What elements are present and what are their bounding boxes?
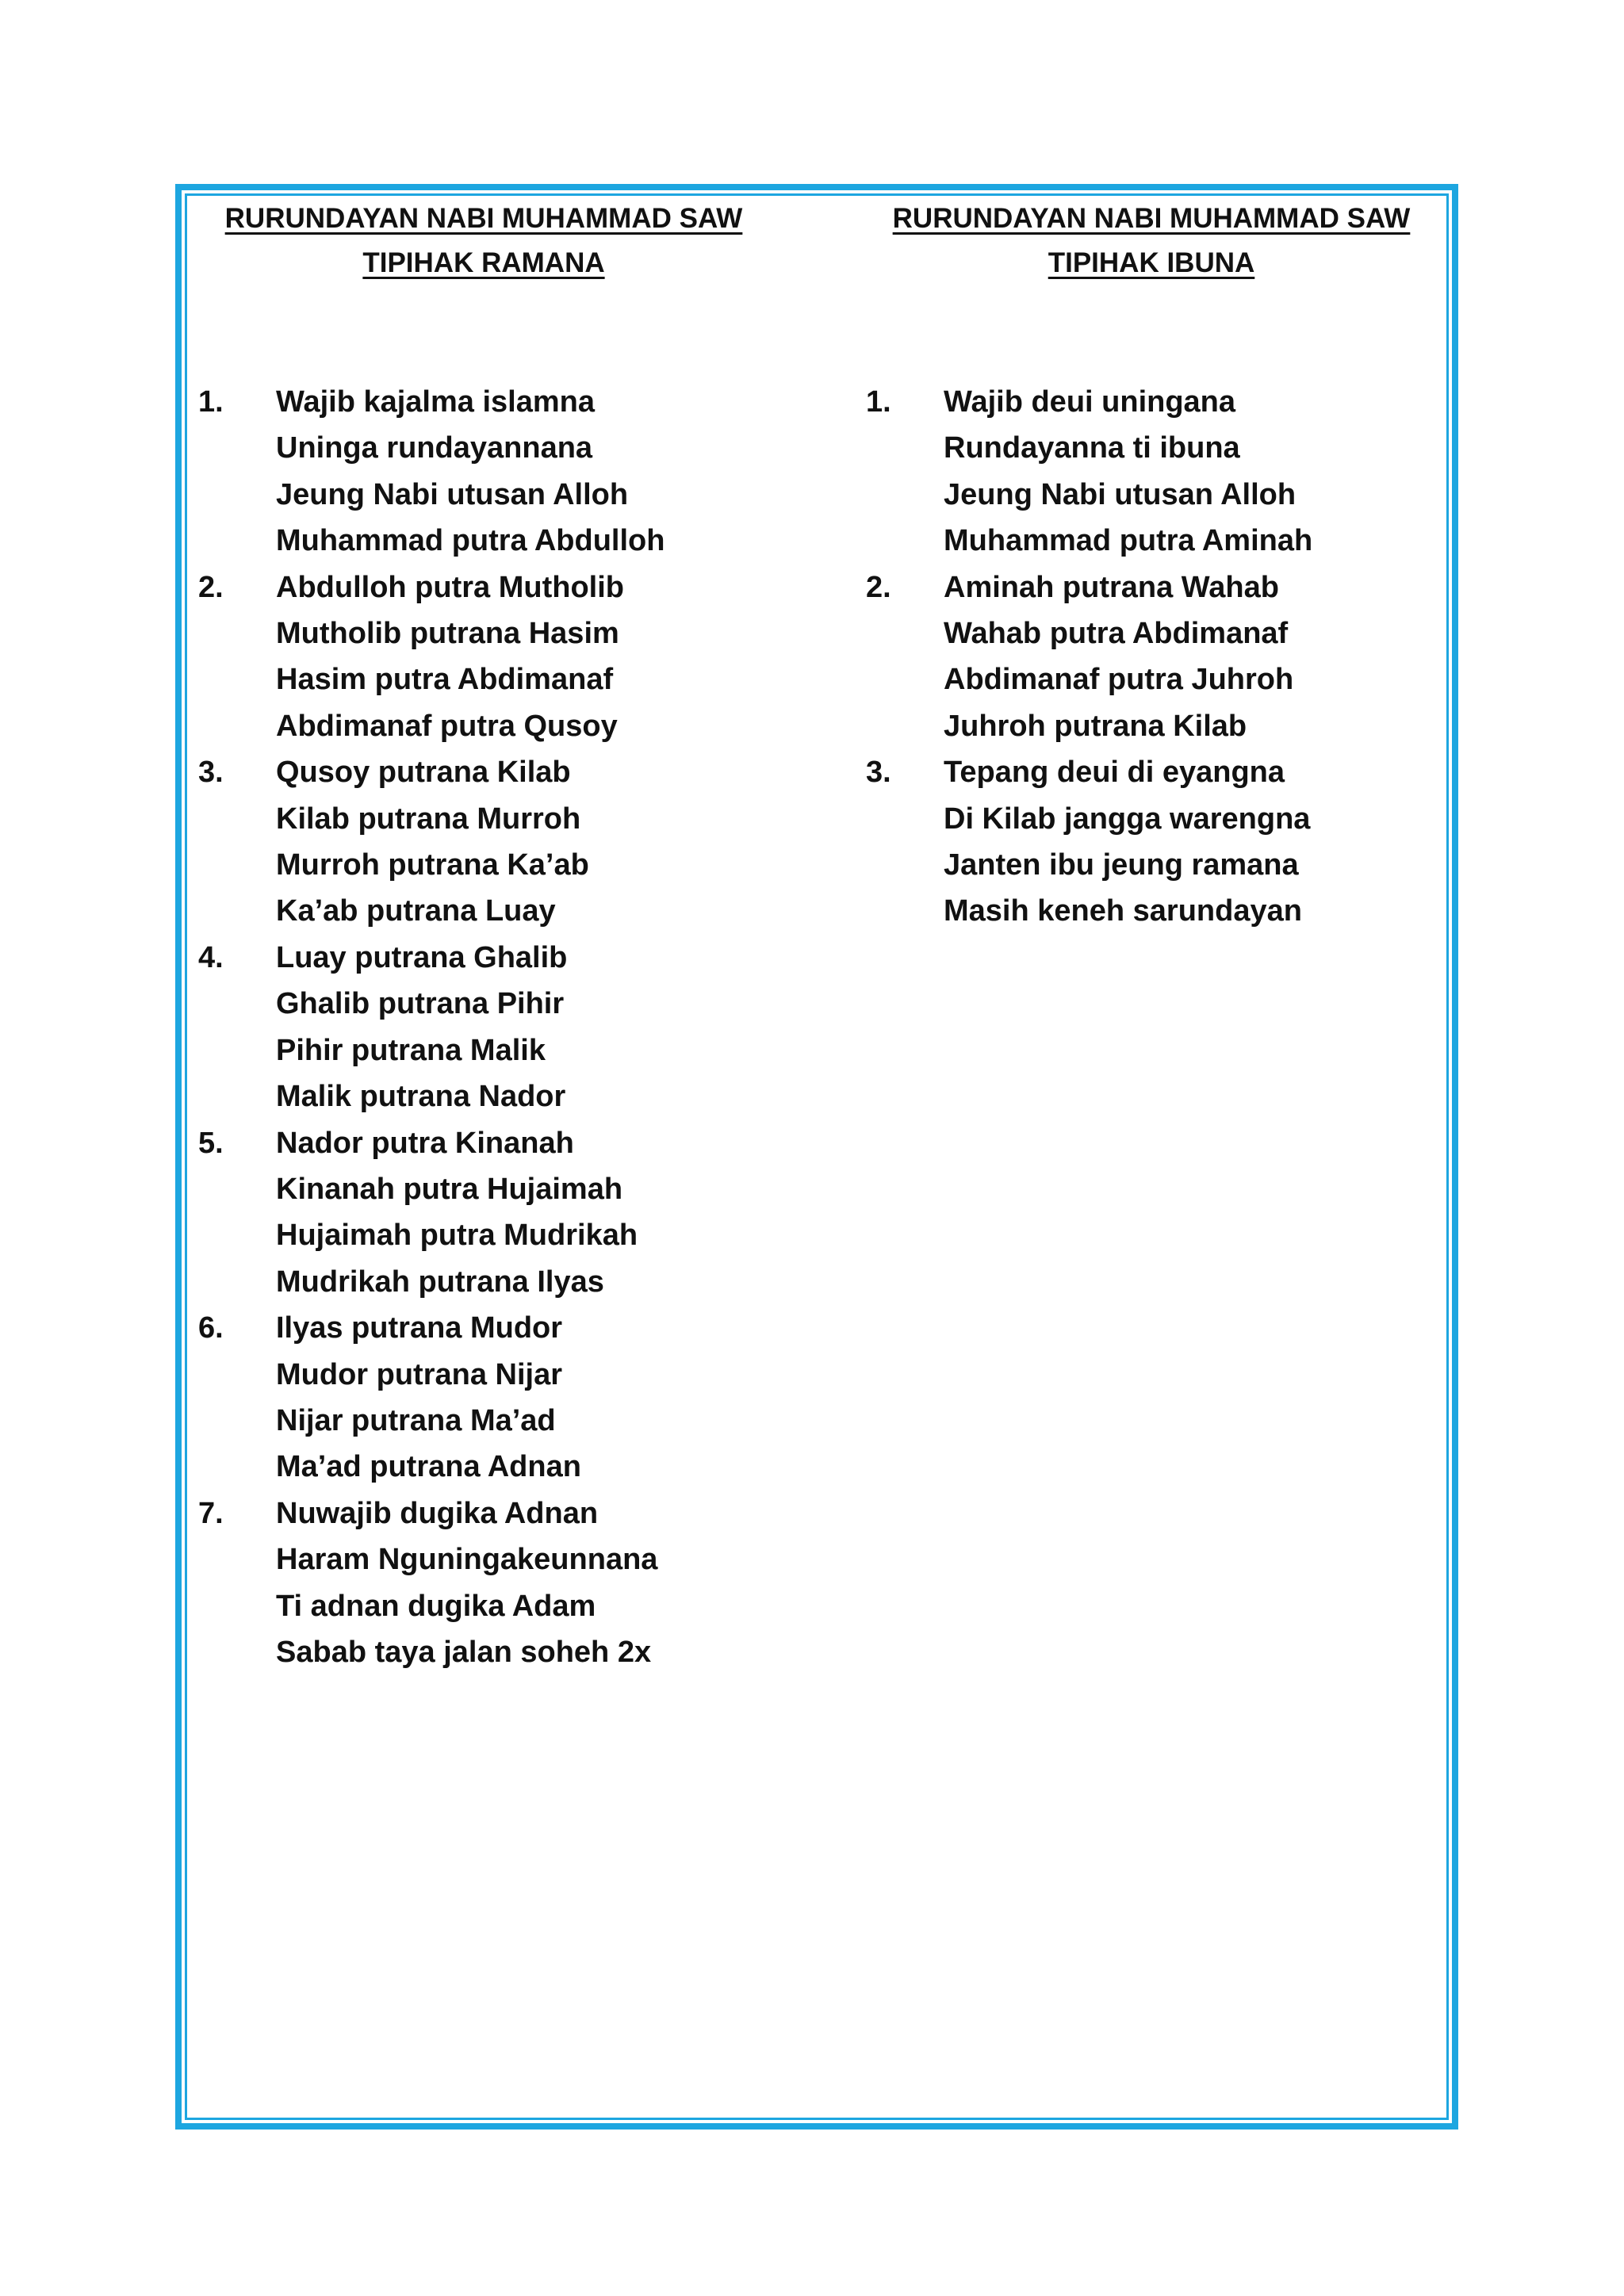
verse-line: Luay putrana Ghalib	[276, 940, 568, 974]
verse-line: Di Kilab jangga warengna	[944, 802, 1311, 836]
verse-line: Rundayanna ti ibuna	[944, 431, 1240, 465]
verse-line: Ghalib putrana Pihir	[276, 987, 565, 1021]
stanza-number: 1.	[198, 385, 224, 419]
verse-line: Jeung Nabi utusan Alloh	[276, 477, 629, 511]
verse-line: Malik putrana Nador	[276, 1080, 566, 1114]
verse-line: Ilyas putrana Mudor	[276, 1311, 563, 1345]
left-stanza-list	[198, 379, 801, 1675]
stanza	[198, 1490, 801, 1676]
verse-line: Juhroh putrana Kilab	[944, 709, 1247, 743]
verse-line: Abdimanaf putra Qusoy	[276, 709, 618, 743]
stanza-number: 3.	[198, 756, 224, 790]
stanza-number: 3.	[866, 756, 891, 790]
verse-line: Wajib kajalma islamna	[276, 385, 595, 419]
verse-line: Jeung Nabi utusan Alloh	[944, 477, 1297, 511]
verse-line: Abdulloh putra Mutholib	[276, 570, 625, 604]
verse-line: Abdimanaf putra Juhroh	[944, 663, 1294, 697]
stanza-number: 6.	[198, 1311, 224, 1345]
verse-line: Hasim putra Abdimanaf	[276, 663, 614, 697]
left-heading-line: RURUNDAYAN NABI MUHAMMAD SAW	[224, 203, 743, 234]
verse-line: Nuwajib dugika Adnan	[276, 1496, 599, 1530]
stanza-number: 1.	[866, 385, 891, 419]
stanza	[198, 749, 801, 935]
right-heading-line: TIPIHAK IBUNA	[1048, 247, 1255, 278]
right-stanza-list	[866, 379, 1437, 935]
verse-line: Aminah putrana Wahab	[944, 570, 1279, 604]
left-heading-line: TIPIHAK RAMANA	[362, 247, 605, 278]
verse-line: Ka’ab putrana Luay	[276, 894, 556, 928]
stanza	[198, 564, 801, 750]
verse-line: Uninga rundayannana	[276, 431, 593, 465]
stanza	[198, 1305, 801, 1490]
verse-line: Kilab putrana Murroh	[276, 802, 581, 836]
left-heading	[198, 197, 769, 285]
verse-line: Pihir putrana Malik	[276, 1033, 546, 1067]
stanza-number: 4.	[198, 940, 224, 974]
verse-line: Nador putra Kinanah	[276, 1126, 574, 1160]
verse-line: Kinanah putra Hujaimah	[276, 1172, 623, 1206]
stanza	[866, 564, 1437, 750]
stanza-number: 2.	[198, 570, 224, 604]
verse-line: Mutholib putrana Hasim	[276, 617, 619, 651]
verse-line: Ti adnan dugika Adam	[276, 1589, 596, 1623]
verse-line: Masih keneh sarundayan	[944, 894, 1302, 928]
stanza-number: 7.	[198, 1496, 224, 1530]
stanza	[198, 379, 801, 564]
verse-line: Janten ibu jeung ramana	[944, 848, 1299, 882]
verse-line: Murroh putrana Ka’ab	[276, 848, 589, 882]
verse-line: Mudrikah putrana Ilyas	[276, 1265, 604, 1299]
right-heading	[866, 197, 1437, 285]
stanza	[866, 749, 1437, 935]
verse-line: Wahab putra Abdimanaf	[944, 617, 1289, 651]
stanza	[198, 935, 801, 1120]
verse-line: Muhammad putra Abdulloh	[276, 524, 665, 558]
verse-line: Nijar putrana Ma’ad	[276, 1403, 556, 1437]
right-heading-line: RURUNDAYAN NABI MUHAMMAD SAW	[892, 203, 1411, 234]
verse-line: Haram Nguningakeunnana	[276, 1543, 658, 1577]
verse-line: Sabab taya jalan soheh 2x	[276, 1635, 652, 1669]
stanza-number: 5.	[198, 1126, 224, 1160]
stanza-number: 2.	[866, 570, 891, 604]
stanza	[198, 1120, 801, 1306]
verse-line: Muhammad putra Aminah	[944, 524, 1313, 558]
verse-line: Tepang deui di eyangna	[944, 756, 1285, 790]
verse-line: Qusoy putrana Kilab	[276, 756, 571, 790]
verse-line: Hujaimah putra Mudrikah	[276, 1219, 638, 1253]
stanza	[866, 379, 1437, 564]
verse-line: Mudor putrana Nijar	[276, 1357, 563, 1391]
verse-line: Ma’ad putrana Adnan	[276, 1450, 581, 1484]
verse-line: Wajib deui uningana	[944, 385, 1236, 419]
